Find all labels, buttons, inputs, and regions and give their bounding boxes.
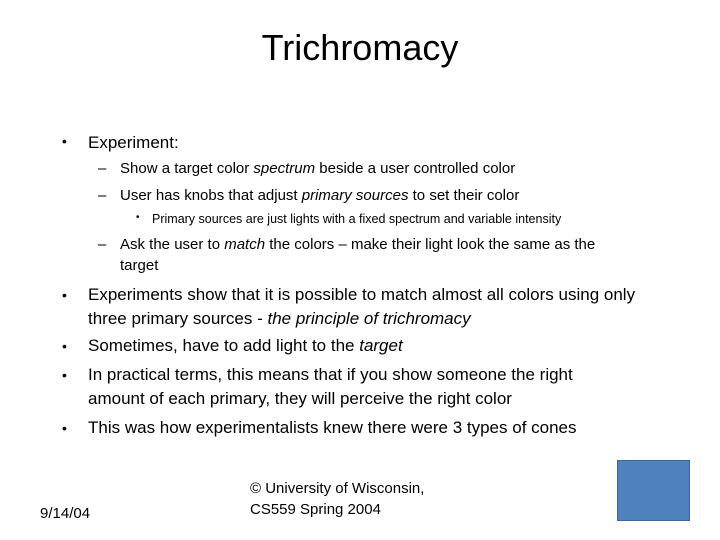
text-segment: Sometimes, have to add light to the bbox=[88, 336, 360, 355]
bullet-experiments-show-continued bbox=[88, 307, 471, 331]
dash-marker: – bbox=[98, 187, 107, 204]
text-segment: Ask the user to bbox=[120, 236, 225, 253]
bullet-marker: • bbox=[62, 133, 67, 149]
text-segment: Show a target color bbox=[120, 160, 254, 177]
emphasis-text: spectrum bbox=[253, 160, 316, 177]
dash-marker: – bbox=[98, 236, 107, 253]
copyright-line-2: CS559 Spring 2004 bbox=[250, 501, 381, 518]
sub-bullet-target-spectrum bbox=[120, 158, 515, 180]
text-segment: three primary sources - bbox=[88, 309, 268, 328]
footer-date: 9/14/04 bbox=[40, 505, 91, 522]
text-segment: to set their color bbox=[408, 187, 520, 204]
slide-title: Trichromacy bbox=[261, 27, 459, 68]
copyright-line-1: © University of Wisconsin, bbox=[250, 480, 425, 497]
emphasis-text: target bbox=[359, 336, 403, 355]
sub-bullet-match bbox=[120, 234, 595, 256]
bullet-marker: • bbox=[62, 338, 67, 354]
dash-marker: – bbox=[98, 160, 107, 177]
bullet-add-light bbox=[88, 334, 403, 358]
bullet-marker: • bbox=[62, 367, 67, 383]
bullet-practical-terms: In practical terms, this means that if you show someone the right bbox=[88, 365, 573, 384]
bullet-marker: • bbox=[62, 420, 67, 436]
sub-sub-bullet-primary-sources: Primary sources are just lights with a fixed spectrum and variable intensity bbox=[152, 212, 562, 226]
bullet-marker: • bbox=[62, 287, 67, 303]
bullet-practical-terms-continued: amount of each primary, they will perceive the right color bbox=[88, 389, 512, 408]
emphasis-text: the principle of trichromacy bbox=[267, 309, 471, 328]
emphasis-text: match bbox=[224, 236, 266, 253]
bullet-experiment: Experiment: bbox=[88, 133, 179, 152]
accent-square bbox=[617, 460, 690, 521]
emphasis-text: primary sources bbox=[301, 187, 409, 204]
footer-copyright bbox=[250, 478, 424, 520]
text-segment: User has knobs that adjust bbox=[120, 187, 302, 204]
sub-bullet-match-continued: target bbox=[120, 257, 159, 274]
bullet-three-cones: This was how experimentalists knew there were 3 types of cones bbox=[88, 418, 577, 437]
text-segment: beside a user controlled color bbox=[315, 160, 516, 177]
sub-bullet-knobs bbox=[120, 185, 519, 207]
text-segment: the colors – make their light look the same as the bbox=[265, 236, 596, 253]
bullet-experiments-show: Experiments show that it is possible to match almost all colors using only bbox=[88, 285, 636, 304]
small-bullet-marker: • bbox=[136, 212, 140, 223]
